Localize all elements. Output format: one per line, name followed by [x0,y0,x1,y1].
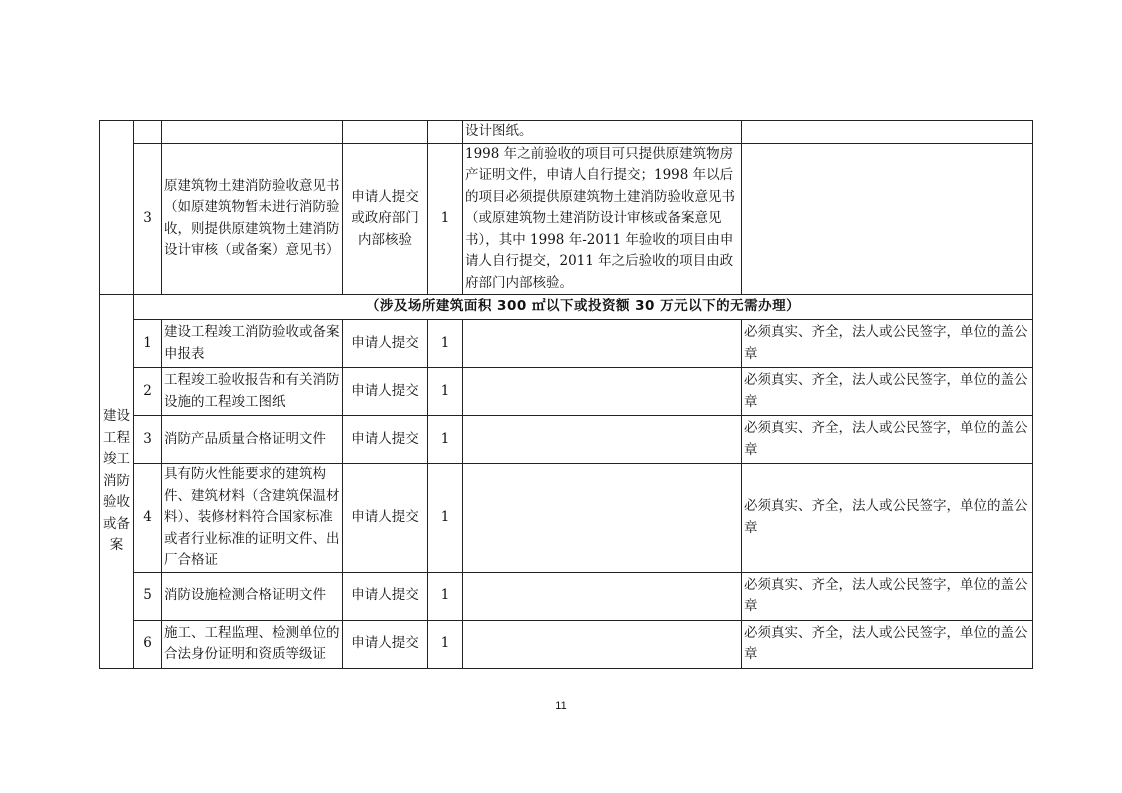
row-index: 4 [134,464,162,573]
section-header: （涉及场所建筑面积 300 ㎡以下或投资额 30 万元以下的无需办理） [134,295,1033,320]
row-index [134,121,162,144]
material-name: 建设工程竣工消防验收或备案申报表 [162,320,343,368]
material-name: 工程竣工验收报告和有关消防设施的工程竣工图纸 [162,368,343,416]
table-row [100,320,1033,368]
category-cell: 建设工程竣工消防验收或备案 [100,295,134,669]
material-source: 申请人提交 [343,416,428,464]
material-requirement: 必须真实、齐全，法人或公民签字，单位的盖公章 [742,620,1033,668]
material-name: 具有防火性能要求的建筑构件、建筑材料（含建筑保温材料）、装修材料符合国家标准或者行业标准的证明文件、出厂合格证 [162,464,343,573]
page-number: 11 [555,700,567,712]
material-quantity: 1 [428,416,463,464]
table-row [100,572,1033,620]
table-row [100,143,1033,295]
section-header-row [100,295,1033,320]
material-source: 申请人提交 [343,620,428,668]
row-index: 5 [134,572,162,620]
material-source: 申请人提交 [343,464,428,573]
material-name: 原建筑物土建消防验收意见书（如原建筑物暂未进行消防验收，则提供原建筑物土建消防设计审核（或备案）意见书） [162,143,343,295]
material-note [463,572,742,620]
material-quantity: 1 [428,464,463,573]
table-row [100,620,1033,668]
table-row [100,464,1033,573]
table-row [100,416,1033,464]
material-note [463,416,742,464]
table-row [100,121,1033,144]
material-note [463,368,742,416]
material-quantity: 1 [428,620,463,668]
material-note: 1998 年之前验收的项目可只提供原建筑物房产证明文件，申请人自行提交；1998 年以后的项目必须提供原建筑物土建消防验收意见书（或原建筑物土建消防设计审核或备案意见书），其中 1998 年-2011 年验收的项目由申请人自行提交，2011 年之后验收的项目由政府部门内部核验。 [463,143,742,295]
material-quantity: 1 [428,368,463,416]
material-quantity: 1 [428,143,463,295]
material-name [162,121,343,144]
material-source: 申请人提交或政府部门内部核验 [343,143,428,295]
material-source: 申请人提交 [343,572,428,620]
material-requirement [742,143,1033,295]
material-name: 消防产品质量合格证明文件 [162,416,343,464]
row-index: 3 [134,143,162,295]
row-index: 2 [134,368,162,416]
material-requirement: 必须真实、齐全，法人或公民签字，单位的盖公章 [742,320,1033,368]
material-quantity: 1 [428,572,463,620]
material-source: 申请人提交 [343,320,428,368]
material-source: 申请人提交 [343,368,428,416]
material-name: 施工、工程监理、检测单位的合法身份证明和资质等级证 [162,620,343,668]
materials-table [99,120,1033,669]
material-requirement: 必须真实、齐全，法人或公民签字，单位的盖公章 [742,368,1033,416]
material-note [463,320,742,368]
material-requirement: 必须真实、齐全，法人或公民签字，单位的盖公章 [742,464,1033,573]
material-note: 设计图纸。 [463,121,742,144]
material-name: 消防设施检测合格证明文件 [162,572,343,620]
table-row [100,368,1033,416]
material-quantity [428,121,463,144]
material-quantity: 1 [428,320,463,368]
row-index: 1 [134,320,162,368]
material-requirement: 必须真实、齐全，法人或公民签字，单位的盖公章 [742,572,1033,620]
row-index: 3 [134,416,162,464]
material-note [463,620,742,668]
category-cell-previous [100,121,134,295]
material-requirement: 必须真实、齐全，法人或公民签字，单位的盖公章 [742,416,1033,464]
material-source [343,121,428,144]
row-index: 6 [134,620,162,668]
material-requirement [742,121,1033,144]
material-note [463,464,742,573]
